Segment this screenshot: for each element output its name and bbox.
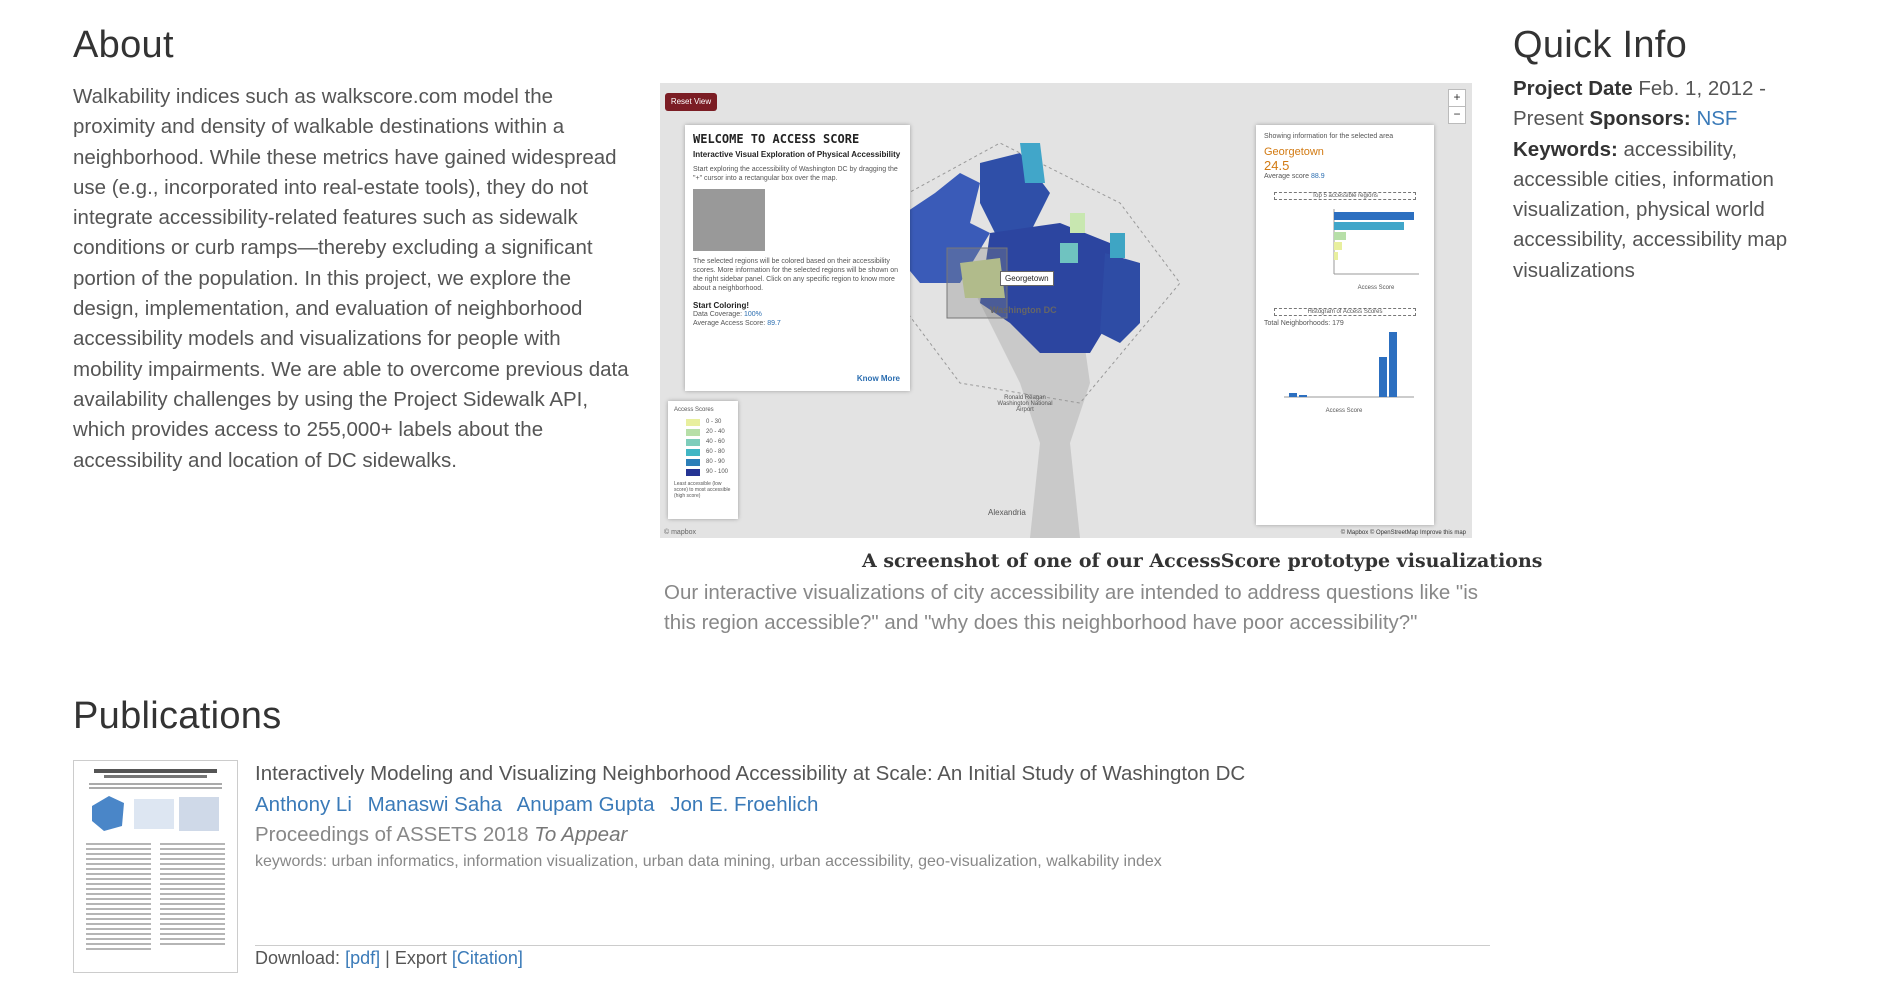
city-label: Washington DC (990, 305, 1057, 315)
data-coverage: Data Coverage: 100% (693, 311, 762, 318)
welcome-title: WELCOME TO ACCESS SCORE (693, 132, 860, 146)
svg-text:Access Score: Access Score (1325, 408, 1363, 414)
separator: | (385, 948, 390, 968)
about-text: Walkability indices such as walkscore.com model the proximity and density of walkable destinations within a neighborhood. While these metrics have gained widespread use (e.g., incorporated into real-estate tools), they do not integrate accessibility-related features such as sidewalk conditions or curb ramps—thereby excluding a significant portion of the population. In this project, we explore the design, implementation, and evaluation of neighborhood accessibility models and visualizations for people with mobility impairments. We are able to overcome previous data availability challenges by using the Project Sidewalk API, which provides access to 255,000+ labels about the accessibility and location of DC sidewalks. (73, 85, 629, 472)
access-score-legend (668, 401, 738, 519)
download-row (255, 948, 523, 969)
sponsors-label: Sponsors: (1589, 107, 1691, 131)
sidebar-region: Georgetown (1264, 146, 1324, 158)
keywords-value: accessibility, accessible cities, information visualization, physical world accessibility, accessibility map visualizations (1513, 137, 1788, 282)
sponsor-link[interactable]: NSF (1696, 107, 1738, 131)
average-access-score: Average Access Score: 89.7 (693, 320, 781, 327)
keywords-label: Keywords: (1513, 137, 1618, 161)
top5-label: Top 5 accessible regions (1274, 192, 1416, 200)
sidebar-score: 24.5 (1264, 158, 1290, 173)
start-coloring-label: Start Coloring! (693, 301, 749, 310)
venue-status: To Appear (534, 823, 628, 846)
publication-authors (255, 793, 828, 817)
top5-bar-chart (1264, 204, 1424, 294)
zoom-in-button: + (1448, 89, 1466, 107)
author-link[interactable]: Jon E. Froehlich (670, 793, 819, 816)
quick-info-panel (1513, 74, 1813, 286)
legend-item: 0 - 30 (686, 417, 732, 427)
divider (255, 945, 1490, 946)
mapbox-logo: © mapbox (664, 529, 697, 536)
quick-info-heading: Quick Info (1513, 24, 1688, 66)
welcome-intro: Start exploring the accessibility of Washington DC by dragging the "+" cursor into a rectangular box over the map. (693, 166, 898, 182)
legend-item: 40 - 60 (686, 437, 732, 447)
total-neighborhoods: Total Neighborhoods: 179 (1264, 320, 1344, 327)
alexandria-label: Alexandria (988, 508, 1026, 517)
publications-heading: Publications (73, 695, 282, 737)
region-tooltip: Georgetown (1000, 271, 1054, 286)
citation-link[interactable]: [Citation] (451, 948, 523, 968)
publication-title: Interactively Modeling and Visualizing Neighborhood Accessibility at Scale: An Initial Study of Washington DC (255, 762, 1246, 785)
histogram-chart (1264, 327, 1424, 417)
map-attribution: © Mapbox © OpenStreetMap Improve this map (1340, 530, 1466, 536)
accessscore-screenshot (660, 83, 1472, 538)
welcome-subtitle: Interactive Visual Exploration of Physical Accessibility (693, 150, 901, 159)
caption-description: Our interactive visualizations of city accessibility are intended to address questions like "is this region accessible?" and "why does this neighborhood have poor accessibility?" (664, 581, 1478, 635)
project-date-label: Project Date (1513, 77, 1633, 100)
airport-label: Ronald Reagan Washington National Airport (997, 395, 1053, 413)
author-link[interactable]: Anupam Gupta (516, 793, 655, 816)
export-label: Export (394, 948, 447, 968)
legend-item: 60 - 80 (686, 447, 732, 457)
sidebar-showing: Showing information for the selected area (1264, 133, 1394, 140)
author-link[interactable]: Anthony Li (255, 793, 352, 816)
welcome-detail: The selected regions will be colored based on their accessibility scores. More information for the selected regions will be shown on the right sidebar panel. Click on any specific region to know more about a neighborhood. (693, 258, 899, 292)
selection-preview (693, 189, 765, 251)
pdf-link[interactable]: [pdf] (345, 948, 381, 968)
info-sidebar (1256, 125, 1434, 525)
screenshot-caption: A screenshot of one of our AccessScore prototype visualizations (862, 550, 1543, 572)
paper-preview (74, 761, 237, 972)
project-date-value: Feb. 1, 2012 - Present (1513, 77, 1766, 131)
publication-venue: Proceedings of ASSETS 2018 To Appear (255, 823, 628, 846)
paper-thumbnail[interactable] (73, 760, 238, 973)
legend-note: Least accessible (low score) to most accessible (high score) (674, 481, 731, 499)
welcome-panel (685, 125, 910, 391)
svg-text:Access Score: Access Score (1357, 285, 1395, 291)
publication-keywords: keywords: urban informatics, information visualization, urban data mining, urban accessibility, geo-visualization, walkability index (255, 853, 1162, 870)
legend-title: Access Scores (674, 407, 714, 413)
legend-item: 90 - 100 (686, 467, 732, 477)
sidebar-average: Average score 88.9 (1264, 173, 1325, 180)
histogram-label: Histogram of Access Scores (1274, 308, 1416, 316)
know-more-link: Know More (856, 374, 900, 383)
about-heading: About (73, 24, 174, 66)
reset-view-button: Reset View (665, 93, 717, 111)
download-label: Download: (255, 948, 341, 968)
author-link[interactable]: Manaswi Saha (367, 793, 503, 816)
legend-item: 20 - 40 (686, 427, 732, 437)
legend-item: 80 - 90 (686, 457, 732, 467)
zoom-out-button: − (1448, 106, 1466, 124)
